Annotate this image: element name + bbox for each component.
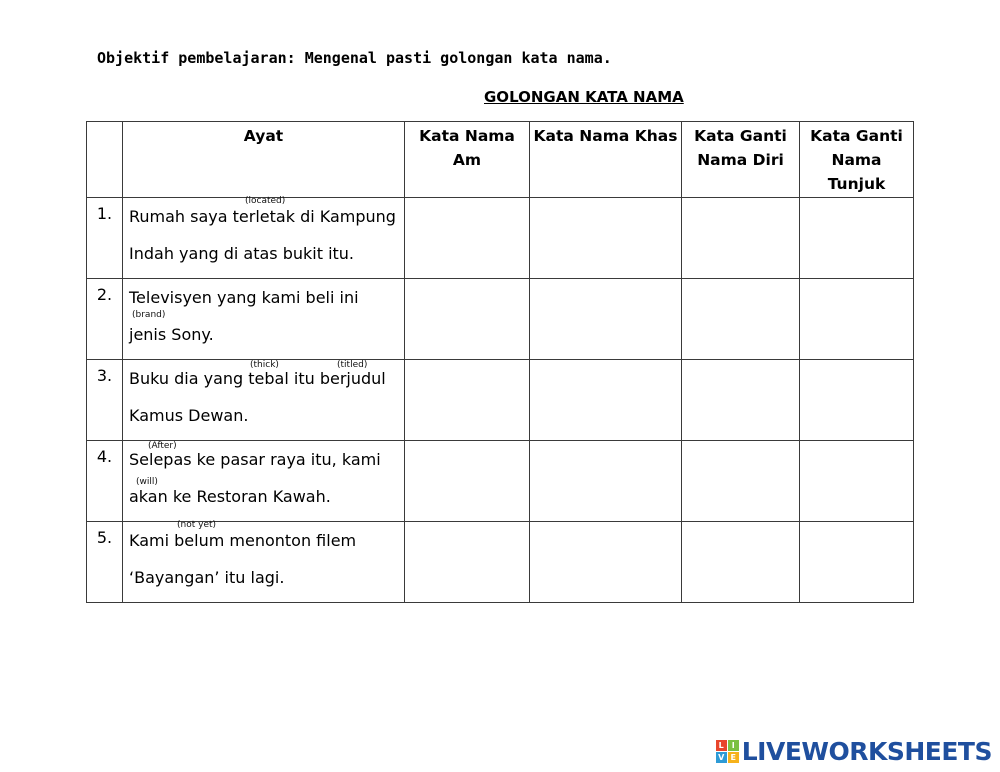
answer-cell-tunjuk[interactable]: [800, 360, 914, 441]
header-kata-nama-am: Kata Nama Am: [405, 122, 530, 198]
answer-cell-diri[interactable]: [682, 198, 800, 279]
logo-letter: E: [728, 752, 739, 763]
answer-cell-tunjuk[interactable]: [800, 441, 914, 522]
sentence-line: Rumah saya terletak di Kampung: [129, 207, 396, 226]
gloss-label: (thick): [250, 360, 279, 370]
row-number: 4.: [87, 441, 123, 522]
table-row: [87, 360, 914, 441]
answer-cell-am[interactable]: [405, 360, 530, 441]
answer-cell-tunjuk[interactable]: [800, 198, 914, 279]
sentence-cell: [123, 360, 405, 441]
table-row: [87, 441, 914, 522]
logo-blocks-icon: [716, 740, 739, 763]
answer-cell-diri[interactable]: [682, 279, 800, 360]
sentence-line: Buku dia yang tebal itu berjudul: [129, 369, 386, 388]
liveworksheets-logo: [716, 737, 992, 766]
row-number: 5.: [87, 522, 123, 603]
table-header-row: [87, 122, 914, 198]
answer-cell-tunjuk[interactable]: [800, 522, 914, 603]
table-row: [87, 522, 914, 603]
gloss-label: (will): [136, 477, 158, 487]
sentence-cell: [123, 441, 405, 522]
row-number: 1.: [87, 198, 123, 279]
answer-cell-am[interactable]: [405, 441, 530, 522]
answer-cell-khas[interactable]: [530, 279, 682, 360]
sentence-line: Selepas ke pasar raya itu, kami: [129, 450, 381, 469]
answer-cell-khas[interactable]: [530, 360, 682, 441]
table-row: [87, 198, 914, 279]
sentence-line: Televisyen yang kami beli ini: [129, 288, 359, 307]
sentence-line: Indah yang di atas bukit itu.: [129, 244, 355, 263]
answer-cell-am[interactable]: [405, 198, 530, 279]
sentence-cell: [123, 198, 405, 279]
gloss-label: (located): [245, 196, 286, 206]
gloss-label: (titled): [337, 360, 368, 370]
sentence-line: ‘Bayangan’ itu lagi.: [129, 568, 285, 587]
sentence-cell: [123, 522, 405, 603]
logo-letter: V: [716, 752, 727, 763]
sentence-line: jenis Sony.: [129, 325, 214, 344]
worksheet-heading: GOLONGAN KATA NAMA: [484, 88, 684, 106]
row-number: 3.: [87, 360, 123, 441]
header-kata-ganti-nama-tunjuk: Kata Ganti Nama Tunjuk: [800, 122, 914, 198]
header-number: [87, 122, 123, 198]
learning-objective: Objektif pembelajaran: Mengenal pasti golongan kata nama.: [97, 49, 612, 67]
row-number: 2.: [87, 279, 123, 360]
answer-cell-am[interactable]: [405, 522, 530, 603]
gloss-label: (After): [148, 441, 177, 451]
header-kata-ganti-nama-diri: Kata Ganti Nama Diri: [682, 122, 800, 198]
sentence-line: Kami belum menonton filem: [129, 531, 357, 550]
header-kata-nama-khas: Kata Nama Khas: [530, 122, 682, 198]
sentence-line: akan ke Restoran Kawah.: [129, 487, 331, 506]
brand-text: LIVEWORKSHEETS: [741, 737, 992, 766]
answer-cell-diri[interactable]: [682, 360, 800, 441]
answer-cell-diri[interactable]: [682, 522, 800, 603]
logo-letter: I: [728, 740, 739, 751]
answer-cell-khas[interactable]: [530, 522, 682, 603]
answer-cell-diri[interactable]: [682, 441, 800, 522]
sentence-line: Kamus Dewan.: [129, 406, 249, 425]
classification-table: [86, 121, 914, 603]
answer-cell-tunjuk[interactable]: [800, 279, 914, 360]
answer-cell-khas[interactable]: [530, 198, 682, 279]
table-row: [87, 279, 914, 360]
gloss-label: (brand): [132, 310, 166, 320]
header-sentence: Ayat: [123, 122, 405, 198]
logo-letter: L: [716, 740, 727, 751]
answer-cell-khas[interactable]: [530, 441, 682, 522]
sentence-cell: [123, 279, 405, 360]
gloss-label: (not yet): [177, 520, 217, 530]
answer-cell-am[interactable]: [405, 279, 530, 360]
